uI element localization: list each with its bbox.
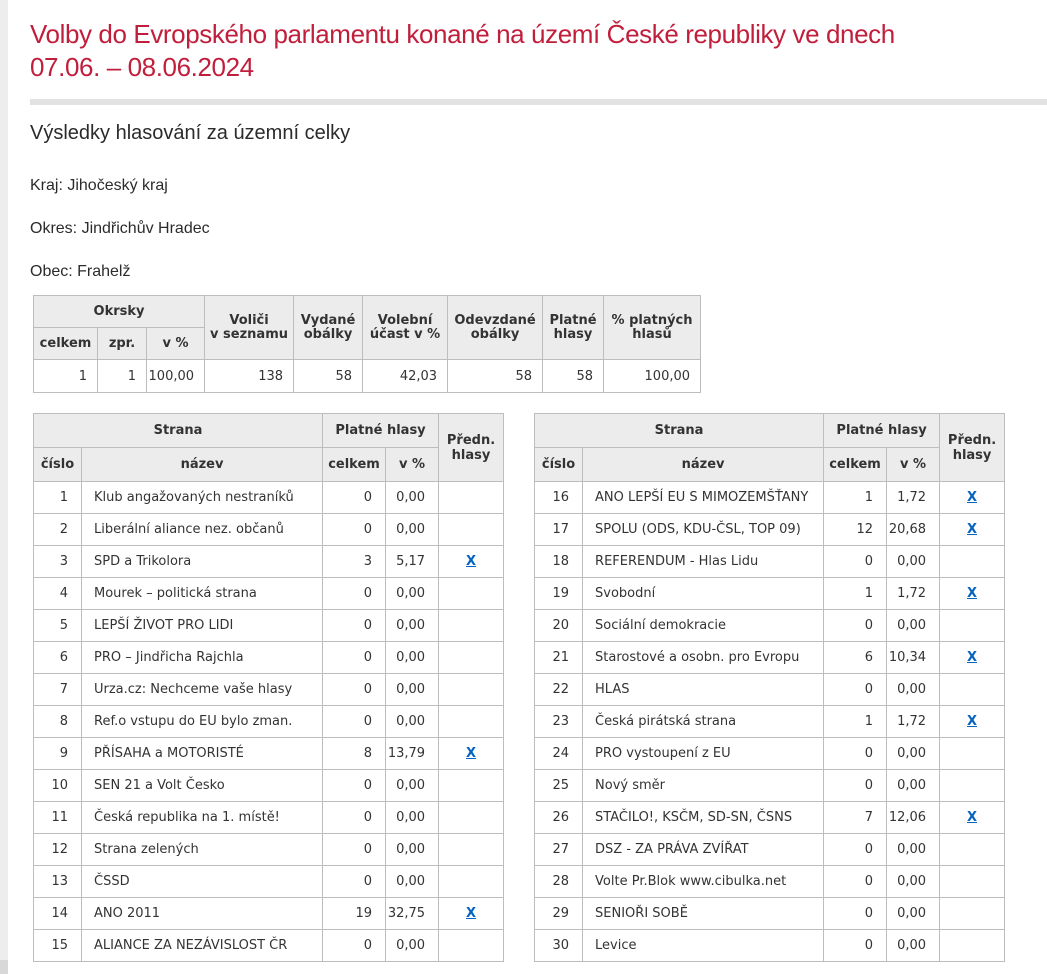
page-content xyxy=(30,0,1047,962)
party-name: PRO – Jindřicha Rajchla xyxy=(82,642,323,674)
party-name: Volte Pr.Blok www.cibulka.net xyxy=(583,866,824,898)
party-name: ČSSD xyxy=(82,866,323,898)
party-name: Levice xyxy=(583,930,824,962)
party-votes-pct: 1,72 xyxy=(887,578,940,610)
pref-votes-link[interactable]: X xyxy=(967,490,978,505)
party-votes-pct: 1,72 xyxy=(887,706,940,738)
pref-votes-link[interactable]: X xyxy=(967,650,978,665)
party-name: Nový směr xyxy=(583,770,824,802)
party-name: ANO 2011 xyxy=(82,898,323,930)
party-votes-total: 7 xyxy=(824,802,887,834)
party-number: 4 xyxy=(34,578,82,610)
party-votes-pct: 0,00 xyxy=(386,674,439,706)
party-row xyxy=(34,546,504,578)
party-votes-total: 0 xyxy=(323,514,386,546)
party-name: Ref.o vstupu do EU bylo zman. xyxy=(82,706,323,738)
pref-votes-cell xyxy=(940,802,1005,834)
party-table-right xyxy=(534,413,1005,962)
pref-votes-link[interactable]: X xyxy=(466,554,477,569)
party-number: 25 xyxy=(535,770,583,802)
party-votes-pct: 0,00 xyxy=(386,866,439,898)
party-votes-total: 0 xyxy=(824,930,887,962)
strana-group-header: Strana xyxy=(535,414,824,448)
party-row xyxy=(34,898,504,930)
party-row xyxy=(535,610,1005,642)
pref-votes-cell xyxy=(940,578,1005,610)
party-row xyxy=(535,930,1005,962)
okrsky-total-header: celkem xyxy=(34,328,98,360)
pref-votes-cell xyxy=(940,706,1005,738)
party-number: 13 xyxy=(34,866,82,898)
valid-votes-header xyxy=(543,296,604,360)
returned-envelopes-header xyxy=(448,296,543,360)
results-subtitle: Výsledky hlasování za územní celky xyxy=(30,122,351,144)
returned-envelopes-line2: obálky xyxy=(470,326,520,342)
party-votes-pct: 0,00 xyxy=(887,610,940,642)
party-votes-total: 1 xyxy=(824,482,887,514)
summary-value: 138 xyxy=(205,360,294,393)
valid-votes-pct-header xyxy=(604,296,701,360)
party-number: 26 xyxy=(535,802,583,834)
party-tables-container xyxy=(33,413,1047,962)
pref-votes-cell xyxy=(439,898,504,930)
party-votes-total: 0 xyxy=(824,898,887,930)
party-votes-pct: 12,06 xyxy=(887,802,940,834)
pref-votes-link[interactable]: X xyxy=(466,746,477,761)
votes-pct-header: v % xyxy=(887,448,940,482)
party-votes-total: 0 xyxy=(323,930,386,962)
party-votes-pct: 20,68 xyxy=(887,514,940,546)
pref-votes-cell xyxy=(439,578,504,610)
party-name: SENIOŘI SOBĚ xyxy=(583,898,824,930)
pref-votes-link[interactable]: X xyxy=(967,586,978,601)
party-row xyxy=(34,930,504,962)
party-votes-total: 0 xyxy=(824,610,887,642)
pref-votes-cell xyxy=(439,866,504,898)
party-votes-total: 0 xyxy=(323,770,386,802)
party-votes-total: 0 xyxy=(824,738,887,770)
party-votes-pct: 0,00 xyxy=(887,738,940,770)
party-name: Svobodní xyxy=(583,578,824,610)
party-name: Česká pirátská strana xyxy=(583,706,824,738)
summary-value: 58 xyxy=(543,360,604,393)
pref-votes-link[interactable]: X xyxy=(967,522,978,537)
party-number: 8 xyxy=(34,706,82,738)
party-number: 6 xyxy=(34,642,82,674)
party-name: PRO vystoupení z EU xyxy=(583,738,824,770)
pref-votes-cell xyxy=(940,642,1005,674)
party-votes-pct: 0,00 xyxy=(386,802,439,834)
party-number: 18 xyxy=(535,546,583,578)
returned-envelopes-line1: Odevzdané xyxy=(454,312,536,328)
pref-votes-link[interactable]: X xyxy=(967,810,978,825)
party-row xyxy=(535,546,1005,578)
summary-table xyxy=(33,295,701,393)
party-number: 21 xyxy=(535,642,583,674)
party-row xyxy=(34,738,504,770)
party-votes-total: 0 xyxy=(824,674,887,706)
party-row xyxy=(535,578,1005,610)
party-name: STAČILO!, KSČM, SD-SN, ČSNS xyxy=(583,802,824,834)
party-votes-pct: 0,00 xyxy=(887,546,940,578)
party-votes-pct: 10,34 xyxy=(887,642,940,674)
pref-votes-link[interactable]: X xyxy=(466,906,477,921)
party-number: 2 xyxy=(34,514,82,546)
party-votes-total: 1 xyxy=(824,578,887,610)
party-number: 30 xyxy=(535,930,583,962)
party-number: 17 xyxy=(535,514,583,546)
party-row xyxy=(535,834,1005,866)
district-line: Okres: Jindřichův Hradec xyxy=(30,220,210,237)
pref-votes-header-line1: Předn. xyxy=(947,432,997,448)
party-number: 20 xyxy=(535,610,583,642)
party-votes-total: 0 xyxy=(824,866,887,898)
votes-pct-header: v % xyxy=(386,448,439,482)
party-votes-pct: 1,72 xyxy=(887,482,940,514)
okrsky-pct-header: v % xyxy=(147,328,205,360)
party-votes-total: 0 xyxy=(323,578,386,610)
party-row xyxy=(34,674,504,706)
valid-votes-pct-line1: % platných xyxy=(611,312,693,328)
party-name: ALIANCE ZA NEZÁVISLOST ČR xyxy=(82,930,323,962)
party-number: 7 xyxy=(34,674,82,706)
party-number: 3 xyxy=(34,546,82,578)
party-row xyxy=(535,482,1005,514)
pref-votes-cell xyxy=(439,610,504,642)
pref-votes-cell xyxy=(940,546,1005,578)
issued-envelopes-line2: obálky xyxy=(303,326,353,342)
party-votes-pct: 0,00 xyxy=(386,770,439,802)
party-votes-pct: 5,17 xyxy=(386,546,439,578)
party-votes-pct: 0,00 xyxy=(386,482,439,514)
party-name: Strana zelených xyxy=(82,834,323,866)
party-name: Klub angažovaných nestraníků xyxy=(82,482,323,514)
summary-value: 1 xyxy=(34,360,98,393)
pref-votes-cell xyxy=(940,770,1005,802)
party-votes-pct: 0,00 xyxy=(386,706,439,738)
party-votes-pct: 0,00 xyxy=(386,610,439,642)
summary-value: 1 xyxy=(98,360,147,393)
party-votes-total: 0 xyxy=(824,834,887,866)
party-number: 5 xyxy=(34,610,82,642)
party-header-row-1 xyxy=(535,414,1005,448)
region-line: Kraj: Jihočeský kraj xyxy=(30,177,168,194)
summary-data-row xyxy=(34,360,701,393)
valid-votes-pct-line2: hlasů xyxy=(632,326,672,342)
party-row xyxy=(535,706,1005,738)
party-votes-total: 1 xyxy=(824,706,887,738)
party-header-row-2 xyxy=(535,448,1005,482)
party-number: 16 xyxy=(535,482,583,514)
pref-votes-header xyxy=(940,414,1005,482)
party-row xyxy=(535,642,1005,674)
pref-votes-link[interactable]: X xyxy=(967,714,978,729)
party-number: 28 xyxy=(535,866,583,898)
party-votes-total: 8 xyxy=(323,738,386,770)
party-name: SPOLU (ODS, KDU-ČSL, TOP 09) xyxy=(583,514,824,546)
party-votes-total: 6 xyxy=(824,642,887,674)
party-name: HLAS xyxy=(583,674,824,706)
party-row xyxy=(34,514,504,546)
party-name: LEPŠÍ ŽIVOT PRO LIDI xyxy=(82,610,323,642)
party-name: DSZ - ZA PRÁVA ZVÍŘAT xyxy=(583,834,824,866)
party-votes-pct: 0,00 xyxy=(887,898,940,930)
valid-votes-line1: Platné xyxy=(549,312,597,328)
summary-value: 58 xyxy=(294,360,363,393)
pref-votes-cell xyxy=(940,898,1005,930)
party-votes-total: 0 xyxy=(323,642,386,674)
party-number: 29 xyxy=(535,898,583,930)
party-row xyxy=(34,482,504,514)
party-votes-total: 0 xyxy=(323,834,386,866)
summary-value: 100,00 xyxy=(604,360,701,393)
summary-header-row-1 xyxy=(34,296,701,328)
party-row xyxy=(34,578,504,610)
party-name-header: název xyxy=(82,448,323,482)
municipality-line: Obec: Frahelž xyxy=(30,263,131,280)
page-left-edge-strip xyxy=(0,0,8,974)
summary-value: 58 xyxy=(448,360,543,393)
party-number: 11 xyxy=(34,802,82,834)
pref-votes-cell xyxy=(940,738,1005,770)
party-votes-total: 3 xyxy=(323,546,386,578)
party-name: Mourek – politická strana xyxy=(82,578,323,610)
pref-votes-cell xyxy=(940,514,1005,546)
party-number: 23 xyxy=(535,706,583,738)
party-number-header: číslo xyxy=(34,448,82,482)
party-number: 12 xyxy=(34,834,82,866)
pref-votes-cell xyxy=(439,834,504,866)
party-number: 15 xyxy=(34,930,82,962)
party-name: Česká republika na 1. místě! xyxy=(82,802,323,834)
party-row xyxy=(535,770,1005,802)
pref-votes-cell xyxy=(439,706,504,738)
party-name: Starostové a osobn. pro Evropu xyxy=(583,642,824,674)
summary-value: 100,00 xyxy=(147,360,205,393)
pref-votes-cell xyxy=(439,930,504,962)
party-votes-pct: 0,00 xyxy=(887,674,940,706)
party-row xyxy=(34,706,504,738)
party-votes-pct: 0,00 xyxy=(386,834,439,866)
pref-votes-cell xyxy=(439,738,504,770)
party-votes-total: 0 xyxy=(323,802,386,834)
party-number: 27 xyxy=(535,834,583,866)
party-row xyxy=(535,674,1005,706)
pref-votes-cell xyxy=(940,674,1005,706)
party-votes-total: 0 xyxy=(824,546,887,578)
party-table-left xyxy=(33,413,504,962)
party-row xyxy=(34,866,504,898)
turnout-header xyxy=(363,296,448,360)
party-row xyxy=(535,514,1005,546)
party-votes-pct: 13,79 xyxy=(386,738,439,770)
party-number: 14 xyxy=(34,898,82,930)
party-name: Urza.cz: Nechceme vaše hlasy xyxy=(82,674,323,706)
votes-total-header: celkem xyxy=(323,448,386,482)
party-votes-pct: 0,00 xyxy=(887,866,940,898)
pref-votes-cell xyxy=(940,482,1005,514)
party-name: Sociální demokracie xyxy=(583,610,824,642)
voters-header-line2: v seznamu xyxy=(210,326,288,342)
voters-header-line1: Voliči xyxy=(229,312,269,328)
party-votes-pct: 32,75 xyxy=(386,898,439,930)
horizontal-divider xyxy=(30,99,1047,105)
party-votes-total: 12 xyxy=(824,514,887,546)
party-number: 9 xyxy=(34,738,82,770)
party-row xyxy=(34,642,504,674)
votes-total-header: celkem xyxy=(824,448,887,482)
party-votes-total: 0 xyxy=(323,610,386,642)
party-row xyxy=(34,770,504,802)
summary-value: 42,03 xyxy=(363,360,448,393)
okrsky-group-header: Okrsky xyxy=(34,296,205,328)
party-votes-total: 19 xyxy=(323,898,386,930)
turnout-line1: Volební xyxy=(377,312,433,328)
pref-votes-cell xyxy=(439,642,504,674)
party-number: 19 xyxy=(535,578,583,610)
pref-votes-header-line2: hlasy xyxy=(952,447,992,463)
party-number-header: číslo xyxy=(535,448,583,482)
voters-header xyxy=(205,296,294,360)
pref-votes-header-line1: Předn. xyxy=(446,432,496,448)
party-name: PŘÍSAHA a MOTORISTÉ xyxy=(82,738,323,770)
party-row xyxy=(535,802,1005,834)
pref-votes-cell xyxy=(439,514,504,546)
party-row xyxy=(535,898,1005,930)
party-row xyxy=(34,802,504,834)
pref-votes-cell xyxy=(439,770,504,802)
pref-votes-header xyxy=(439,414,504,482)
pref-votes-cell xyxy=(439,674,504,706)
party-votes-total: 0 xyxy=(323,866,386,898)
party-name: REFERENDUM - Hlas Lidu xyxy=(583,546,824,578)
party-votes-total: 0 xyxy=(323,706,386,738)
party-row xyxy=(34,610,504,642)
party-number: 1 xyxy=(34,482,82,514)
pref-votes-header-line2: hlasy xyxy=(451,447,491,463)
party-row xyxy=(34,834,504,866)
pref-votes-cell xyxy=(940,866,1005,898)
strana-group-header: Strana xyxy=(34,414,323,448)
pref-votes-cell xyxy=(439,802,504,834)
page-title: Volby do Evropského parlamentu konané na území České republiky ve dnech 07.06. – 08.06.2024 xyxy=(30,19,895,82)
party-number: 24 xyxy=(535,738,583,770)
turnout-line2: účast v % xyxy=(369,326,441,342)
party-votes-pct: 0,00 xyxy=(386,578,439,610)
party-row xyxy=(535,866,1005,898)
issued-envelopes-header xyxy=(294,296,363,360)
party-votes-pct: 0,00 xyxy=(887,834,940,866)
pref-votes-cell xyxy=(940,930,1005,962)
pref-votes-cell xyxy=(940,610,1005,642)
party-name-header: název xyxy=(583,448,824,482)
party-votes-total: 0 xyxy=(323,482,386,514)
party-votes-pct: 0,00 xyxy=(386,514,439,546)
party-name: SPD a Trikolora xyxy=(82,546,323,578)
scrollbar-corner xyxy=(0,960,8,974)
party-header-row-1 xyxy=(34,414,504,448)
party-votes-pct: 0,00 xyxy=(386,930,439,962)
valid-votes-line2: hlasy xyxy=(553,326,593,342)
issued-envelopes-line1: Vydané xyxy=(300,312,356,328)
party-name: Liberální aliance nez. občanů xyxy=(82,514,323,546)
party-votes-total: 0 xyxy=(824,770,887,802)
pref-votes-cell xyxy=(439,546,504,578)
okrsky-processed-header: zpr. xyxy=(98,328,147,360)
party-number: 22 xyxy=(535,674,583,706)
party-name: ANO LEPŠÍ EU S MIMOZEMŠŤANY xyxy=(583,482,824,514)
party-name: SEN 21 a Volt Česko xyxy=(82,770,323,802)
party-votes-total: 0 xyxy=(323,674,386,706)
party-votes-pct: 0,00 xyxy=(887,930,940,962)
pref-votes-cell xyxy=(439,482,504,514)
pref-votes-cell xyxy=(940,834,1005,866)
party-votes-pct: 0,00 xyxy=(887,770,940,802)
party-row xyxy=(535,738,1005,770)
party-header-row-2 xyxy=(34,448,504,482)
party-number: 10 xyxy=(34,770,82,802)
valid-votes-group-header: Platné hlasy xyxy=(824,414,940,448)
party-votes-pct: 0,00 xyxy=(386,642,439,674)
valid-votes-group-header: Platné hlasy xyxy=(323,414,439,448)
